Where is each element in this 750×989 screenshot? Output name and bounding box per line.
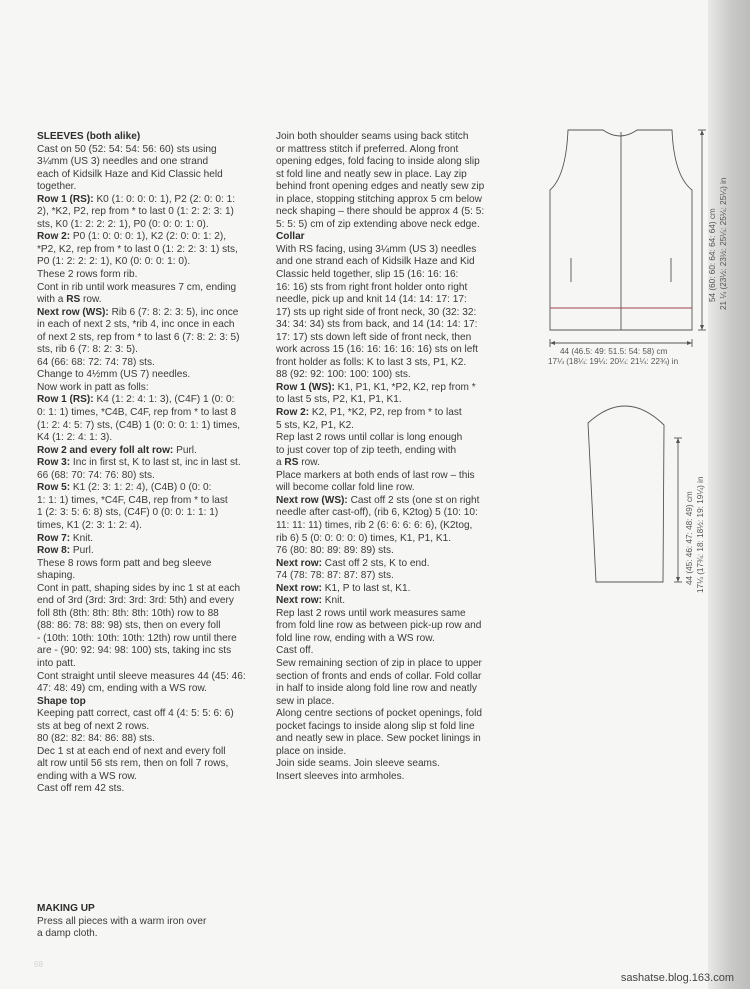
line-text: (1: 2: 4: 5: 7) sts, (C4B) 1 (0: 0: 0: 1: 1) times, <box>37 419 241 431</box>
line-text: place on inside. <box>276 745 347 757</box>
instruction-line <box>276 583 504 596</box>
instruction-line <box>37 219 267 232</box>
instruction-line <box>37 620 267 633</box>
instruction-line <box>276 144 504 157</box>
line-text: to last 5 sts, P2, K1, P1, K1. <box>276 394 402 406</box>
bold-label: Next row: <box>276 557 322 569</box>
line-text: 5 sts, K2, P1, K2. <box>276 419 354 431</box>
instruction-line <box>37 658 267 671</box>
instruction-line <box>37 771 267 784</box>
line-text: are - (90: 92: 94: 98: 100) sts, taking inc sts <box>37 645 232 657</box>
instruction-line <box>276 507 504 520</box>
line-text: together. <box>37 181 77 193</box>
line-text: K4 (1: 2: 4: 1: 3). <box>37 432 113 444</box>
instruction-line <box>276 369 504 382</box>
instruction-line <box>276 181 504 194</box>
instruction-line <box>276 645 504 658</box>
instruction-line <box>276 332 504 345</box>
instruction-line <box>37 194 267 207</box>
instruction-line <box>37 696 267 709</box>
line-text: Rep last 2 rows until collar is long enough <box>276 432 463 444</box>
instruction-line <box>276 294 504 307</box>
line-text: Cast off 2 sts, K to end. <box>322 557 430 569</box>
line-text: sts at beg of next 2 rows. <box>37 720 150 732</box>
making-up-heading: MAKING UP <box>37 903 95 914</box>
instruction-line <box>37 482 267 495</box>
line-text: 3¼mm (US 3) needles and one strand <box>37 156 209 168</box>
instruction-line <box>37 470 267 483</box>
line-text: will become collar fold line row. <box>276 482 415 494</box>
line-text: K1, P1, K1, *P2, K2, rep from * <box>334 381 476 393</box>
instruction-line <box>37 683 267 696</box>
body-length-cm: 54 (60: 60: 64: 64: 64) cm <box>708 208 717 302</box>
line-text: Knit. <box>70 532 94 544</box>
line-text: 80 (82: 82: 84: 86: 88) sts. <box>37 733 155 745</box>
instruction-line <box>37 169 267 182</box>
bold-label: Row 2: <box>276 407 310 419</box>
line-text: 34: 34: 34) sts from back, and 14 (14: 14: 17: <box>276 319 478 331</box>
instruction-line <box>37 570 267 583</box>
line-text: sts, K0 (1: 2: 2: 2: 1), P0 (0: 0: 0: 1: 0). <box>37 218 209 230</box>
line-text: - (10th: 10th: 10th: 10th: 12th) row until there <box>37 632 237 644</box>
instruction-line <box>37 608 267 621</box>
instruction-line <box>37 708 267 721</box>
line-text: rib 6) 5 (0: 0: 0: 0: 0) times, K1, P1, K1. <box>276 532 452 544</box>
line-text: alt row until 56 sts rem, then on foll 7 rows, <box>37 758 229 770</box>
line-text: Cont in rib until work measures 7 cm, ending <box>37 281 237 293</box>
line-text: 5: 5: 5) cm of zip extending above neck edge. <box>276 218 480 230</box>
line-text: Inc in first st, K to last st, inc in last st. <box>70 457 241 469</box>
line-text: 64 (66: 68: 72: 74: 78) sts. <box>37 356 155 368</box>
line-text: P0 (1: 2: 2: 2: 1), K0 (0: 0: 0: 1: 0). <box>37 256 191 268</box>
instruction-line <box>37 495 267 508</box>
instruction-line <box>276 595 504 608</box>
line-text: 17) sts up right side of front neck, 30 (32: 32: <box>276 306 477 318</box>
line-text: 88 (92: 92: 100: 100: 100) sts. <box>276 369 411 381</box>
instruction-line <box>276 169 504 182</box>
instruction-line <box>276 708 504 721</box>
line-text: Cast off. <box>276 645 314 657</box>
instruction-line <box>37 633 267 646</box>
line-text: Keeping patt correct, cast off 4 (4: 5: 5: 6: 6) <box>37 708 234 720</box>
instruction-line <box>37 294 267 307</box>
line-text: pocket facings to inside along slip st fold line <box>276 720 475 732</box>
line-text: Join both shoulder seams using back stitch <box>276 131 469 142</box>
instruction-line <box>276 382 504 395</box>
instruction-line <box>276 482 504 495</box>
instruction-line <box>276 758 504 771</box>
line-text: 2), *K2, P2, rep from * to last 0 (1: 2: 2: 3: 1) <box>37 206 234 218</box>
line-text: 0: 1: 1) times, *C4B, C4F, rep from * to last 8 <box>37 407 237 419</box>
line-text: With RS facing, using 3¼mm (US 3) needles <box>276 243 477 255</box>
instruction-line <box>37 445 267 458</box>
instruction-line <box>37 369 267 382</box>
line-text: Cast off rem 42 sts. <box>37 783 125 795</box>
line-text: from fold line row as between pick-up row and <box>276 620 482 632</box>
instruction-line <box>276 696 504 709</box>
line-text: row. <box>80 294 102 306</box>
sleeve-length-in: 17¼ (17¾: 18: 18½: 19: 19¼) in <box>696 476 705 593</box>
instruction-line <box>276 633 504 646</box>
bold-label: Row 1 (RS): <box>37 193 94 205</box>
line-text: sew in place. <box>276 695 335 707</box>
instruction-line <box>276 520 504 533</box>
bold-label: RS <box>284 457 299 469</box>
instruction-line <box>276 282 504 295</box>
line-text: section of fronts and ends of collar. Fold collar <box>276 670 482 682</box>
instruction-line <box>37 928 267 941</box>
instruction-line <box>276 545 504 558</box>
schematic-diagram <box>540 120 740 620</box>
line-text: K4 (1: 2: 4: 1: 3), (C4F) 1 (0: 0: <box>93 394 235 406</box>
instruction-line <box>276 608 504 621</box>
instruction-line <box>276 733 504 746</box>
line-text: sts, rib 6 (7: 8: 2: 3: 5). <box>37 344 138 356</box>
line-text: Rep last 2 rows until work measures same <box>276 607 466 619</box>
line-text: in each of next 2 sts, *rib 4, inc once in each <box>37 319 235 331</box>
line-text: with a <box>37 294 67 306</box>
line-text: Cont straight until sleeve measures 44 (45: 46: <box>37 670 246 682</box>
sleeve-outline <box>588 406 664 582</box>
instruction-line <box>276 432 504 445</box>
instruction-line <box>37 671 267 684</box>
line-text: Dec 1 st at each end of next and every foll <box>37 745 226 757</box>
instruction-line <box>37 382 267 395</box>
instruction-line <box>276 244 504 257</box>
line-text: Join side seams. Join sleeve seams. <box>276 758 440 770</box>
instruction-line <box>37 916 267 929</box>
line-text: K1 (2: 3: 1: 2: 4), (C4B) 0 (0: 0: <box>70 482 212 494</box>
line-text: Along centre sections of pocket openings, fold <box>276 708 482 720</box>
line-text: opening edges, fold facing to inside along slip <box>276 156 480 168</box>
finishing-instructions <box>276 131 504 783</box>
instruction-line <box>276 420 504 433</box>
line-text: Purl. <box>173 444 197 456</box>
instruction-line <box>276 156 504 169</box>
instruction-line <box>276 194 504 207</box>
line-text: end of 3rd (3rd: 3rd: 3rd: 3rd: 5th) and every <box>37 595 234 607</box>
line-text: times, K1 (2: 3: 1: 2: 4). <box>37 519 142 531</box>
instruction-line <box>276 394 504 407</box>
line-text: Classic held together, slip 15 (16: 16: 16: <box>276 269 459 281</box>
line-text: work across 15 (16: 16: 16: 16: 16) sts on left <box>276 344 478 356</box>
instruction-line <box>37 545 267 558</box>
instruction-line <box>276 344 504 357</box>
bold-label: Row 2 and every foll alt row: <box>37 444 174 456</box>
bold-label: RS <box>66 294 81 306</box>
line-text: 76 (80: 80: 89: 89: 89) sts. <box>276 545 394 557</box>
line-text: Place markers at both ends of last row – this <box>276 469 475 481</box>
instruction-line <box>37 645 267 658</box>
instruction-line <box>37 420 267 433</box>
bold-label: Row 2: <box>37 231 71 243</box>
instruction-line <box>276 131 504 144</box>
line-text: to just cover top of zip teeth, ending with <box>276 444 457 456</box>
line-text: 66 (68: 70: 74: 76: 80) sts. <box>37 469 155 481</box>
line-text: 74 (78: 78: 87: 87: 87) sts. <box>276 570 394 582</box>
instruction-line <box>276 457 504 470</box>
instruction-line <box>37 733 267 746</box>
instruction-line <box>37 319 267 332</box>
page-number: 68 <box>34 960 43 969</box>
bold-label: Collar <box>276 231 305 243</box>
bold-label: Row 7: <box>37 532 71 544</box>
line-text: st fold line and neatly sew in place. Lay zip <box>276 168 467 180</box>
instruction-line <box>37 244 267 257</box>
instruction-line <box>276 445 504 458</box>
line-text: or mattress stitch if preferred. Along front <box>276 143 459 155</box>
line-text: and neatly sew in place. Sew pocket linings in <box>276 733 481 745</box>
line-text: and one strand each of Kidsilk Haze and Kid <box>276 256 475 268</box>
bold-label: Next row: <box>276 595 322 607</box>
line-text: needle, pick up and knit 14 (14: 14: 17: 17: <box>276 294 467 306</box>
line-text: foll 8th (8th: 8th: 8th: 8th: 10th) row to 88 <box>37 607 219 619</box>
line-text: in place, stopping stitching approx 5 cm below <box>276 193 482 205</box>
line-text: Change to 4½mm (US 7) needles. <box>37 369 191 381</box>
line-text: Insert sleeves into armholes. <box>276 770 405 782</box>
line-text: Cast on 50 (52: 54: 54: 56: 60) sts using <box>37 143 217 155</box>
instruction-line <box>37 746 267 759</box>
instruction-line <box>37 583 267 596</box>
line-text: shaping. <box>37 570 76 582</box>
line-text: 47: 48: 49) cm, ending with a WS row. <box>37 683 207 695</box>
instruction-line <box>37 595 267 608</box>
line-text: a damp cloth. <box>37 928 98 940</box>
line-text: P0 (1: 0: 0: 0: 1), K2 (2: 0: 0: 1: 2), <box>70 231 227 243</box>
line-text: (88: 86: 78: 88: 98) sts, then on every foll <box>37 620 221 632</box>
instruction-line <box>276 533 504 546</box>
instruction-line <box>276 658 504 671</box>
instruction-line <box>37 394 267 407</box>
sleeves-section <box>37 131 267 796</box>
body-length-in: 21 ¼ (23½: 23½: 25¼: 25¼: 25¼) in <box>719 177 728 310</box>
instruction-line <box>276 721 504 734</box>
body-width-in: 17¼ (18¼: 19¼: 20¼: 21¼: 22¾) in <box>548 357 679 366</box>
instruction-line <box>276 683 504 696</box>
instruction-line <box>276 319 504 332</box>
line-text: 16: 16) sts from right front holder onto right <box>276 281 468 293</box>
instruction-line <box>276 558 504 571</box>
instruction-line <box>276 206 504 219</box>
making-up-instructions <box>37 916 267 941</box>
instruction-line <box>276 407 504 420</box>
line-text: K0 (1: 0: 0: 0: 1), P2 (2: 0: 0: 1: <box>93 193 236 205</box>
line-text: needle after cast-off), (rib 6, K2tog) 5 (10: 10: <box>276 507 478 519</box>
line-text: K2, P1, *K2, P2, rep from * to last <box>309 407 462 419</box>
bold-label: Row 5: <box>37 482 71 494</box>
instruction-line <box>37 144 267 157</box>
instruction-line <box>276 307 504 320</box>
instruction-line <box>276 357 504 370</box>
watermark-footer: sashatse.blog.163.com <box>620 972 734 984</box>
instruction-line <box>37 432 267 445</box>
line-text: These 8 rows form patt and beg sleeve <box>37 557 212 569</box>
line-text: Purl. <box>70 545 94 557</box>
line-text: 11: 11: 11) times, rib 2 (6: 6: 6: 6: 6), (K2tog, <box>276 519 473 531</box>
body-width-cm: 44 (46.5: 49: 51.5: 54: 58) cm <box>560 347 668 356</box>
instruction-line <box>276 620 504 633</box>
instruction-line <box>37 332 267 345</box>
sleeves-instructions <box>37 144 267 796</box>
line-text: 17: 17) sts down left side of front neck, then <box>276 331 472 343</box>
bold-label: Row 3: <box>37 457 71 469</box>
line-text: Rib 6 (7: 8: 2: 3: 5), inc once <box>108 306 239 318</box>
line-text: K1, P to last st, K1. <box>322 582 411 594</box>
instruction-line <box>37 206 267 219</box>
bold-label: Next row: <box>276 582 322 594</box>
line-text: row. <box>298 457 320 469</box>
line-text: ending with a WS row. <box>37 770 137 782</box>
line-text: Knit. <box>322 595 346 607</box>
instruction-line <box>37 758 267 771</box>
line-text: Cast off 2 sts (one st on right <box>347 494 480 506</box>
instruction-line <box>37 307 267 320</box>
instruction-line <box>276 219 504 232</box>
bold-label: Next row (WS): <box>276 494 348 506</box>
line-text: neck shaping – there should be approx 4 (5: 5: <box>276 206 485 218</box>
bold-label: Row 1 (RS): <box>37 394 94 406</box>
instruction-line <box>37 520 267 533</box>
instruction-line <box>37 507 267 520</box>
instruction-line <box>37 344 267 357</box>
sleeve-length-cm: 44 (45: 46: 47: 48: 49) cm <box>685 491 694 585</box>
instruction-line <box>37 269 267 282</box>
line-text: *P2, K2, rep from * to last 0 (1: 2: 2: 3: 1) sts, <box>37 243 238 255</box>
instruction-line <box>276 256 504 269</box>
instruction-line <box>37 783 267 796</box>
bold-label: Shape top <box>37 695 86 707</box>
line-text: into patt. <box>37 657 76 669</box>
instruction-line <box>276 231 504 244</box>
line-text: Now work in patt as folls: <box>37 381 149 393</box>
line-text: a <box>276 457 285 469</box>
bold-label: Row 8: <box>37 545 71 557</box>
instruction-line <box>37 357 267 370</box>
line-text: fold line row, ending with a WS row. <box>276 632 435 644</box>
instruction-line <box>37 407 267 420</box>
line-text: front holder as folls: K to last 3 sts, P1, K2. <box>276 356 467 368</box>
finishing-section <box>276 131 504 783</box>
line-text: Press all pieces with a warm iron over <box>37 915 207 927</box>
instruction-line <box>37 558 267 571</box>
instruction-line <box>276 570 504 583</box>
instruction-line <box>276 771 504 784</box>
instruction-line <box>276 746 504 759</box>
line-text: Sew remaining section of zip in place to upper <box>276 657 482 669</box>
line-text: each of Kidsilk Haze and Kid Classic held <box>37 168 223 180</box>
bold-label: Row 1 (WS): <box>276 381 335 393</box>
instruction-line <box>37 256 267 269</box>
instruction-line <box>37 231 267 244</box>
line-text: 1 (2: 3: 5: 6: 8) sts, (C4F) 0 (0: 0: 1: 1: 1) <box>37 507 219 519</box>
instruction-line <box>37 533 267 546</box>
sleeves-heading: SLEEVES (both alike) <box>37 131 141 142</box>
making-up-section <box>37 903 267 941</box>
instruction-line <box>37 721 267 734</box>
instruction-line <box>37 282 267 295</box>
line-text: in half to inside along fold line row and neatly <box>276 683 477 695</box>
instruction-line <box>276 671 504 684</box>
line-text: of next 2 sts, rep from * to last 6 (7: 8: 2: 3: 5) <box>37 331 240 343</box>
bold-label: Next row (WS): <box>37 306 109 318</box>
line-text: Cont in patt, shaping sides by inc 1 st at each <box>37 582 241 594</box>
instruction-line <box>37 156 267 169</box>
instruction-line <box>37 457 267 470</box>
line-text: These 2 rows form rib. <box>37 269 138 281</box>
line-text: behind front opening edges and neatly sew zip <box>276 181 485 193</box>
instruction-line <box>276 470 504 483</box>
line-text: 1: 1: 1) times, *C4F, C4B, rep from * to last <box>37 494 228 506</box>
instruction-line <box>276 269 504 282</box>
instruction-line <box>37 181 267 194</box>
instruction-line <box>276 495 504 508</box>
